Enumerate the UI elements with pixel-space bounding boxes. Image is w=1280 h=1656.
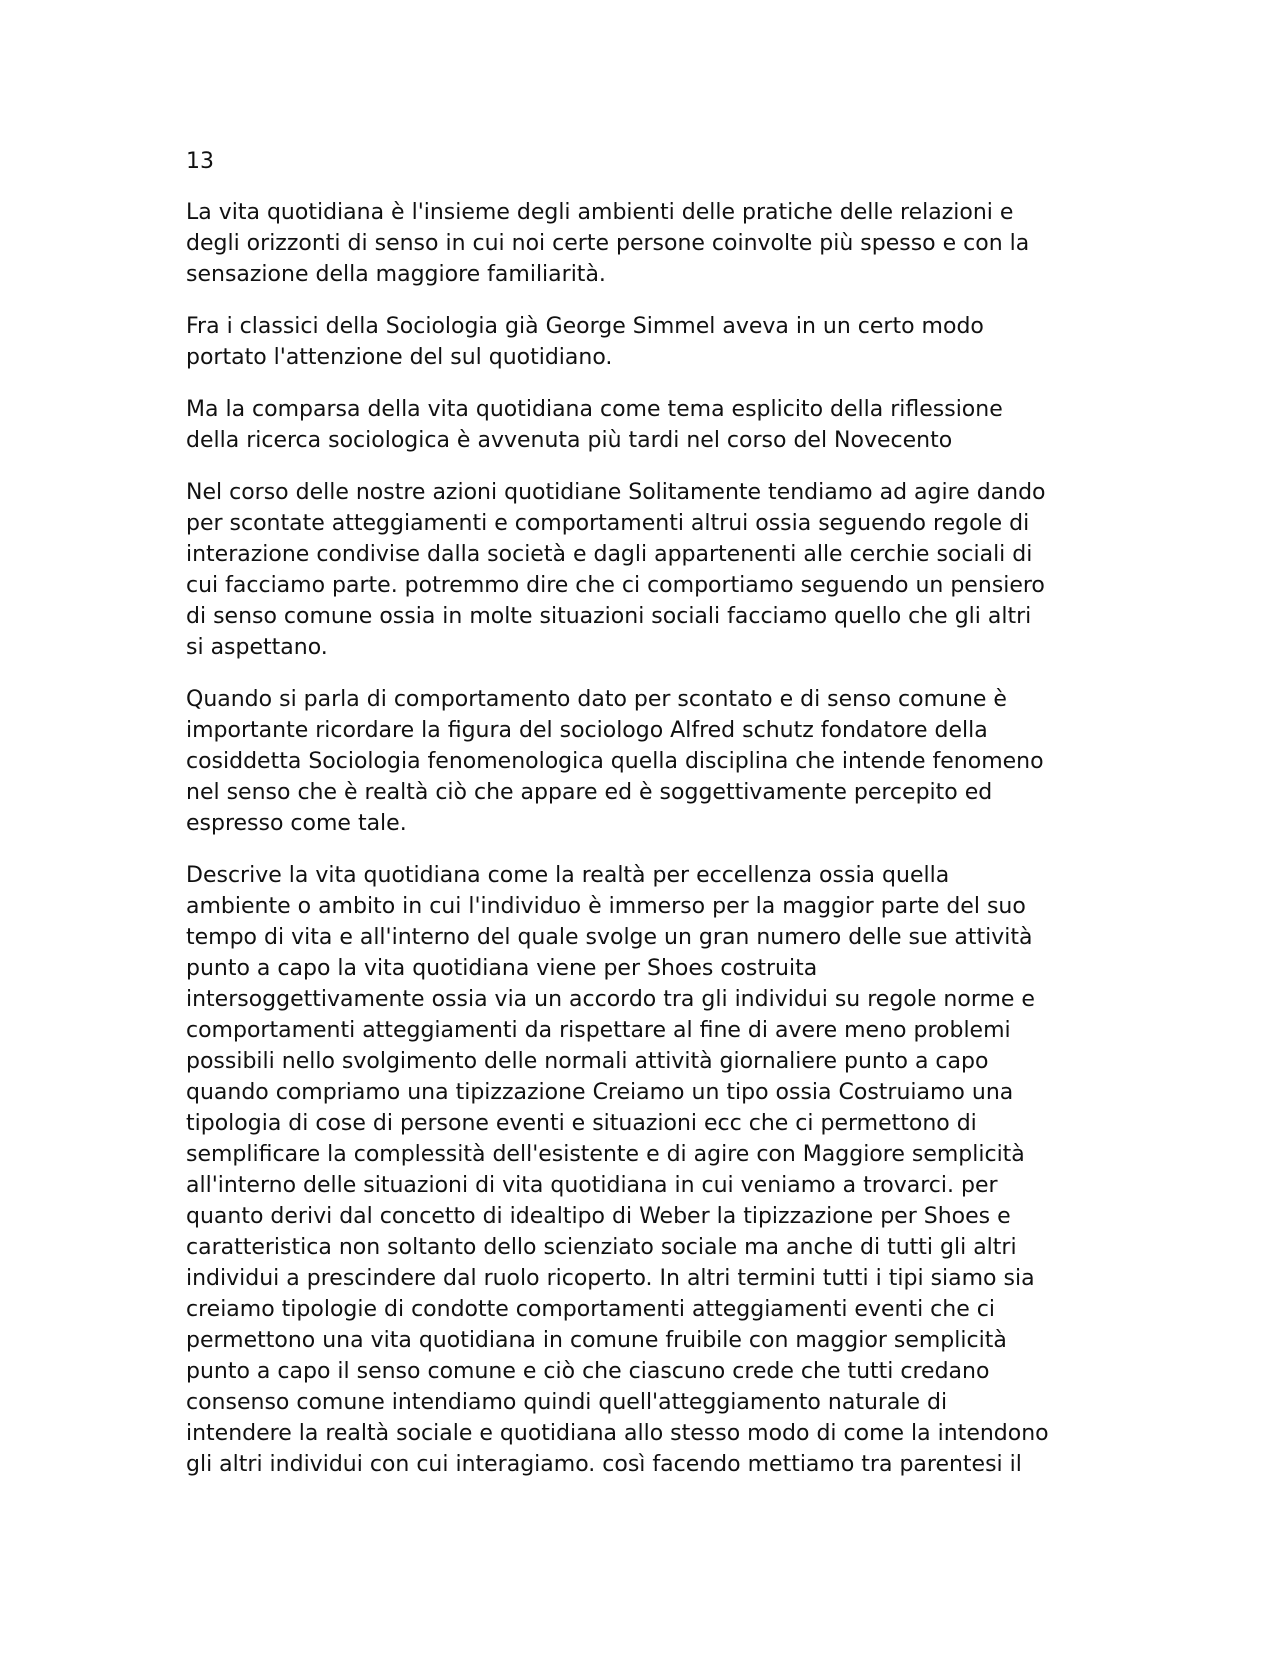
text-line: di senso comune ossia in molte situazioni sociali facciamo quello che gli altri	[186, 604, 1032, 629]
text-line: degli orizzonti di senso in cui noi certe persone coinvolte più spesso e con la	[186, 231, 1030, 256]
paragraph	[186, 311, 1106, 373]
text-line: interazione condivise dalla società e dagli appartenenti alle cerchie sociali di	[186, 542, 1033, 567]
text-line: portato l'attenzione del sul quotidiano.	[186, 345, 613, 370]
text-line: all'interno delle situazioni di vita quotidiana in cui veniamo a trovarci. per	[186, 1173, 998, 1198]
paragraph	[186, 394, 1106, 456]
paragraph	[186, 860, 1106, 1480]
text-line: punto a capo la vita quotidiana viene per Shoes costruita	[186, 956, 818, 981]
text-line: cui facciamo parte. potremmo dire che ci comportiamo seguendo un pensiero	[186, 573, 1045, 598]
text-line: si aspettano.	[186, 635, 328, 660]
text-line: punto a capo il senso comune e ciò che ciascuno crede che tutti credano	[186, 1359, 990, 1384]
text-line: semplificare la complessità dell'esistente e di agire con Maggiore semplicità	[186, 1142, 1025, 1167]
text-line: quando compriamo una tipizzazione Creiamo un tipo ossia Costruiamo una	[186, 1080, 1014, 1105]
text-line: consenso comune intendiamo quindi quell'atteggiamento naturale di	[186, 1390, 948, 1415]
text-line: Nel corso delle nostre azioni quotidiane Solitamente tendiamo ad agire dando	[186, 480, 1046, 505]
text-line: creiamo tipologie di condotte comportamenti atteggiamenti eventi che ci	[186, 1297, 995, 1322]
text-line: della ricerca sociologica è avvenuta più tardi nel corso del Novecento	[186, 428, 953, 453]
text-line: possibili nello svolgimento delle normali attività giornaliere punto a capo	[186, 1049, 989, 1074]
text-line: sensazione della maggiore familiarità.	[186, 262, 606, 287]
page-number: 13	[186, 149, 214, 174]
paragraph	[186, 477, 1106, 663]
document-page	[186, 146, 1106, 1501]
text-line: gli altri individui con cui interagiamo. così facendo mettiamo tra parentesi il	[186, 1452, 1022, 1477]
text-line: individui a prescindere dal ruolo ricoperto. In altri termini tutti i tipi siamo sia	[186, 1266, 1035, 1291]
text-line: espresso come tale.	[186, 811, 407, 836]
text-line: Ma la comparsa della vita quotidiana come tema esplicito della riflessione	[186, 397, 1003, 422]
text-line: Fra i classici della Sociologia già George Simmel aveva in un certo modo	[186, 314, 984, 339]
text-line: La vita quotidiana è l'insieme degli ambienti delle pratiche delle relazioni e	[186, 200, 1014, 225]
text-line: ambiente o ambito in cui l'individuo è immerso per la maggior parte del suo	[186, 894, 1026, 919]
text-line: cosiddetta Sociologia fenomenologica quella disciplina che intende fenomeno	[186, 749, 1044, 774]
text-line: Descrive la vita quotidiana come la realtà per eccellenza ossia quella	[186, 863, 950, 888]
text-line: intendere la realtà sociale e quotidiana allo stesso modo di come la intendono	[186, 1421, 1049, 1446]
text-line: Quando si parla di comportamento dato per scontato e di senso comune è	[186, 687, 1007, 712]
text-line: quanto derivi dal concetto di idealtipo di Weber la tipizzazione per Shoes e	[186, 1204, 1011, 1229]
text-line: per scontate atteggiamenti e comportamenti altrui ossia seguendo regole di	[186, 511, 1030, 536]
text-line: caratteristica non soltanto dello scienziato sociale ma anche di tutti gli altri	[186, 1235, 1017, 1260]
text-line: tempo di vita e all'interno del quale svolge un gran numero delle sue attività	[186, 925, 1033, 950]
paragraph	[186, 197, 1106, 290]
text-line: importante ricordare la figura del sociologo Alfred schutz fondatore della	[186, 718, 988, 743]
text-line: intersoggettivamente ossia via un accordo tra gli individui su regole norme e	[186, 987, 1035, 1012]
body-text	[186, 197, 1106, 1480]
text-line: comportamenti atteggiamenti da rispettare al fine di avere meno problemi	[186, 1018, 1011, 1043]
text-line: nel senso che è realtà ciò che appare ed è soggettivamente percepito ed	[186, 780, 993, 805]
paragraph	[186, 684, 1106, 839]
text-line: tipologia di cose di persone eventi e situazioni ecc che ci permettono di	[186, 1111, 977, 1136]
text-line: permettono una vita quotidiana in comune fruibile con maggior semplicità	[186, 1328, 1007, 1353]
